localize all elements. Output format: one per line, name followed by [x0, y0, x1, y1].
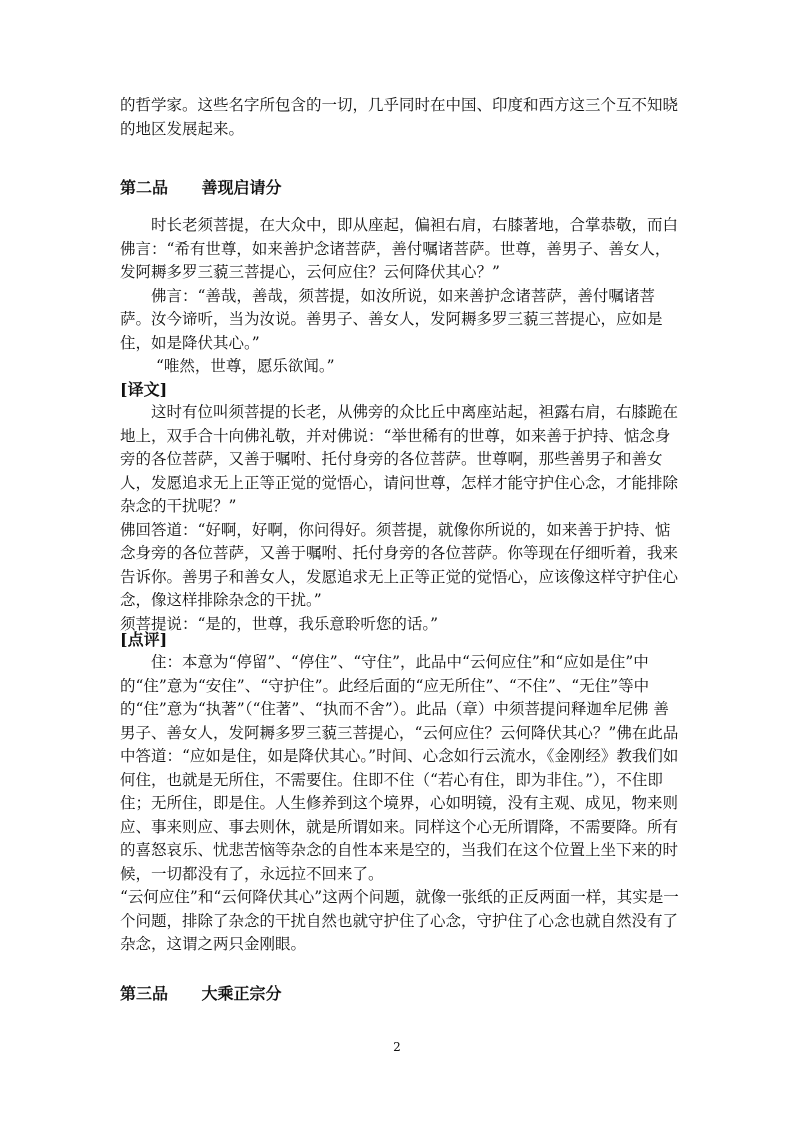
- page-number: 2: [393, 1040, 401, 1054]
- chapter-2-name: 善现启请分: [201, 178, 282, 197]
- chapter-3-number: 第三品: [120, 984, 169, 1003]
- chapter-3-name: 大乘正宗分: [201, 984, 282, 1003]
- translation-label: [译文]: [120, 380, 168, 399]
- intro-paragraph: 的哲学家。这些名字所包含的一切，几乎同时在中国、印度和西方这三个互不知晓的地区发展起来。: [120, 96, 679, 138]
- chapter-2-number: 第二品: [120, 178, 169, 197]
- commentary-label: [点评]: [120, 630, 168, 649]
- commentary-paragraph-2: “云何应住”和“云何降伏其心”这两个问题，就像一张纸的正反两面一样，其实是一个问题，排除了杂念的干扰自然也就守护住了心念，守护住了心念也就自然没有了杂念，这谓之两只金刚眼。: [120, 888, 679, 953]
- chapter-3-heading: [120, 982, 680, 1005]
- chapter-2-sutra-text: [120, 214, 680, 379]
- translation-section: [120, 378, 680, 636]
- intro-paragraph-block: [120, 94, 680, 141]
- chapter-2-heading: [120, 176, 680, 199]
- translation-paragraph-3: 须菩提说：“是的，世尊，我乐意聆听您的话。”: [120, 614, 439, 633]
- sutra-paragraph-1: 时长老须菩提，在大众中，即从座起，偏袒右肩，右膝著地，合掌恭敬，而白佛言：“希有世尊，如来善护念诸菩萨，善付嘱诸菩萨。世尊，善男子、善女人，发阿耨多罗三藐三菩提心，云何应住？云何降伏其心？”: [120, 216, 679, 281]
- sutra-paragraph-3: “唯然，世尊，愿乐欲闻。”: [156, 357, 335, 375]
- translation-paragraph-2: 佛回答道：“好啊，好啊，你问得好。须菩提，就像你所说的，如来善于护持、惦念身旁的各位菩萨，又善于嘱咐、托付身旁的各位菩萨。你等现在仔细听着，我来告诉你。善男子和善女人，发愿追求无上正等正觉的觉悟心，应该像这样守护住心念，像这样排除杂念的干扰。”: [120, 520, 679, 609]
- commentary-paragraph-1: 住：本意为“停留”、“停住”、“守住”，此品中“云何应住”和“应如是住”中的“住”意为“安住”、“守护住”。此经后面的“应无所住”、“不住”、“无住”等中的“住”意为“执著”（“住著”、“执而不舍”）。此品（章）中须菩提问释迦牟尼佛 善男子、善女人，发阿耨多罗三藐三菩提心，“云何应住？云何降伏其心？”佛在此品中答道：“应如是住，如是降伏其心。”时间、心念如行云流水，《金刚经》教我们如何住，也就是无所住，不需要住。住即不住（“若心有住，即为非住。”），不住即住；无所住，即是住。人生修养到这个境界，心如明镜，没有主观、成见，物来则应、事来则应、事去则休，就是所谓如来。同样这个心无所谓降，不需要降。所有的喜怒哀乐、忧悲苦恼等杂念的自性本来是空的，当我们在这个位置上坐下来的时候，一切都没有了，永远拉不回来了。: [120, 653, 679, 883]
- translation-paragraph-1: 这时有位叫须菩提的长老，从佛旁的众比丘中离座站起，袒露右肩，右膝跪在地上，双手合十向佛礼敬，并对佛说：“举世稀有的世尊，如来善于护持、惦念身旁的各位菩萨，又善于嘱咐、托付身旁的各位菩萨。世尊啊，那些善男子和善女人，发愿追求无上正等正觉的觉悟心，请问世尊，怎样才能守护住心念，才能排除杂念的干扰呢？”: [120, 403, 679, 515]
- commentary-section: [120, 628, 680, 957]
- sutra-paragraph-2: 佛言：“善哉，善哉，须菩提，如汝所说，如来善护念诸菩萨，善付嘱诸菩萨。汝今谛听，当为汝说。善男子、善女人，发阿耨多罗三藐三菩提心，应如是住，如是降伏其心。”: [120, 286, 663, 352]
